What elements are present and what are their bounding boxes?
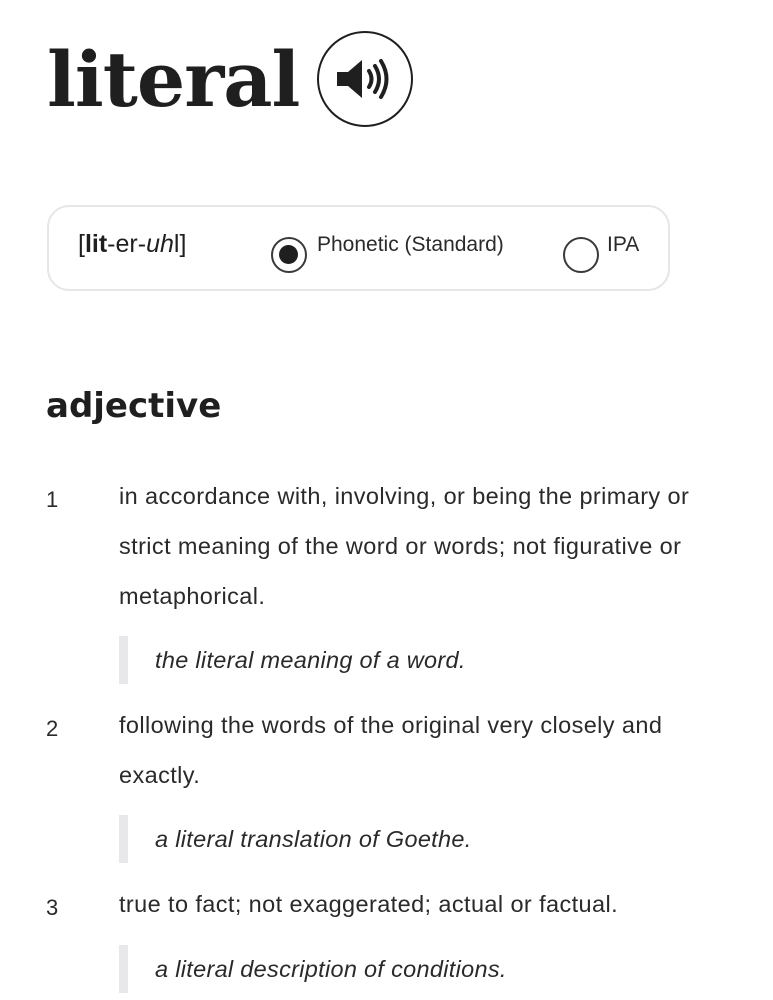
pronunciation-box <box>47 205 670 291</box>
sense-number: 1 <box>46 487 59 512</box>
pron-italic-part: uh <box>146 230 174 258</box>
phonetic-standard-radio[interactable] <box>271 237 307 273</box>
sense-definition: in accordance with, involving, or being the primary or strict meaning of the word or words; not figurative or metaphorical. <box>119 483 690 609</box>
example-text: a literal description of conditions. <box>155 956 507 982</box>
pronunciation-text <box>78 227 186 261</box>
speaker-icon <box>335 57 395 101</box>
pron-close-bracket: ] <box>179 230 187 258</box>
phonetic-standard-label[interactable]: Phonetic (Standard) <box>317 233 504 256</box>
sense-number: 2 <box>46 716 59 741</box>
headword: literal <box>47 35 300 124</box>
part-of-speech: adjective <box>46 386 222 426</box>
example-quote-bar <box>119 945 128 993</box>
pron-stressed-syllable: lit <box>84 230 108 258</box>
pron-end-part: l <box>173 230 180 258</box>
sense-number: 3 <box>46 895 59 920</box>
example-quote-bar <box>119 636 128 684</box>
example-1 <box>119 636 719 684</box>
example-text: a literal translation of Goethe. <box>155 826 472 852</box>
sense-definition: true to fact; not exaggerated; actual or factual. <box>119 891 619 917</box>
example-text: the literal meaning of a word. <box>155 647 466 673</box>
ipa-label[interactable]: IPA <box>607 233 640 256</box>
pron-open-bracket: [ <box>78 230 85 258</box>
example-2 <box>119 815 719 863</box>
example-3 <box>119 945 719 993</box>
sense-definition: following the words of the original very closely and exactly. <box>119 712 663 788</box>
pron-middle: -er- <box>107 230 147 258</box>
example-quote-bar <box>119 815 128 863</box>
ipa-radio[interactable] <box>563 237 599 273</box>
pronunciation-audio-button[interactable] <box>317 31 413 127</box>
